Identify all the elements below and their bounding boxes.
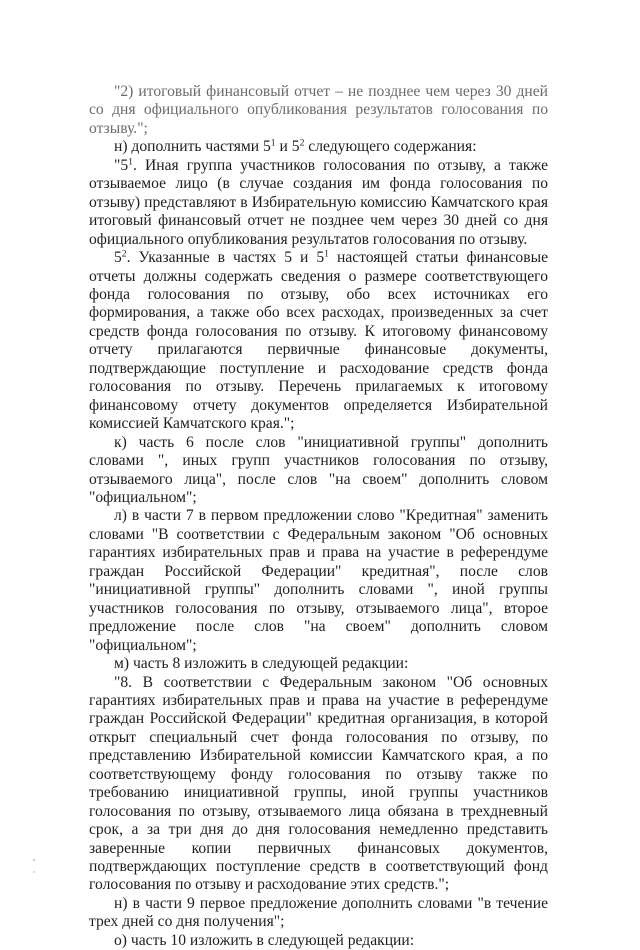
part-5-2-text-b: настоящей статьи финансовые отчеты должны содержать сведения о размере соответствующего фонда голосования по отзыву, обо всех источниках его формирования, а также обо всех расходах, произведенных за счет средств фонда голосования по отзыву. К итоговому финансовому отчету прилагаются первичные финансовые документы, подтверждающие поступление и расходование средств фонда голосования по отзыву. Перечень прилагаемых к итоговому финансовому отчету документов определяется Избирательной комиссией Камчатского края.";	[89, 249, 548, 433]
paragraph-part-5-2	[89, 249, 548, 434]
part-number: "5	[114, 156, 129, 174]
superscript: 1	[324, 248, 329, 260]
paragraph-item-l: л) в части 7 в первом предложении слово "Кредитная" заменить словами "В соответствии с Федеральным законом "Об основных гарантиях избирательных прав и права на участие в референдуме граждан Российской Федерации" кредитная", после слов "инициативной группы" дополнить словами ", иной группы участников голосования по отзыву, отзываемого лица", второе предложение после слов "на своем" дополнить словом "официальном";	[89, 507, 548, 654]
paragraph-item-o: о) часть 10 изложить в следующей редакции:	[114, 931, 415, 949]
part-5-1-text: . Иная группа участников голосования по отзыву, а также отзываемое лицо (в случае создания им фонда голосования по отзыву) представляют в Избирательную комиссию Камчатского края итоговый финансовый отчет не позднее чем через 30 дней со дня официального опубликования результатов голосования по отзыву.	[89, 156, 548, 248]
paragraph-item-n-part-9: н) в части 9 первое предложение дополнить словами "в течение трех дней со дня получения";	[89, 894, 548, 931]
superscript: 1	[128, 156, 133, 168]
paragraph-item-n-parts	[89, 138, 548, 156]
paragraph-item-m: м) часть 8 изложить в следующей редакции:	[114, 655, 409, 673]
part-5-2-text-a: . Указанные в частях 5 и 5	[126, 249, 325, 267]
part-number: 5	[114, 249, 122, 267]
paragraph-final-report: "2) итоговый финансовый отчет – не позднее чем через 30 дней со дня официального опубликования результатов голосования по отзыву.";	[89, 83, 548, 137]
paragraph-part-8: "8. В соответствии с Федеральным законом "Об основных гарантиях избирательных прав и права на участие в референдуме граждан Российской Федерации" кредитная организация, в которой открыт специальный счет фонда голосования по отзыву, по представлению Избирательной комиссии Камчатского края, а по соответствующему фонду голосования по отзыву также по требованию инициативной группы, иной группы участников голосования по отзыву, отзываемого лица обязана в трехдневный срок, а за три дня до дня голосования немедленно представить заверенные копии первичных финансовых документов, подтверждающих поступление средств в соответствующий фонд голосования по отзыву и расходование этих средств.";	[89, 673, 548, 894]
paragraph-item-n-text-a: н) дополнить частями 5	[114, 138, 271, 156]
document-body	[89, 83, 548, 950]
paragraph-item-n-text-b: и 5	[275, 138, 300, 156]
superscript: 1	[270, 138, 276, 150]
paragraph-part-5-1	[89, 157, 548, 249]
paragraph-item-k: к) часть 6 после слов "инициативной группы" дополнить словами ", иных групп участников голосования по отзыву, отзываемого лица", после слов "на своем" дополнить словом "официальном";	[89, 433, 548, 506]
paragraph-item-n-text-c: следующего содержания:	[304, 138, 477, 156]
superscript: 2	[299, 138, 305, 150]
scan-speck	[33, 871, 34, 872]
superscript: 2	[121, 248, 127, 260]
scan-speck	[33, 859, 35, 861]
